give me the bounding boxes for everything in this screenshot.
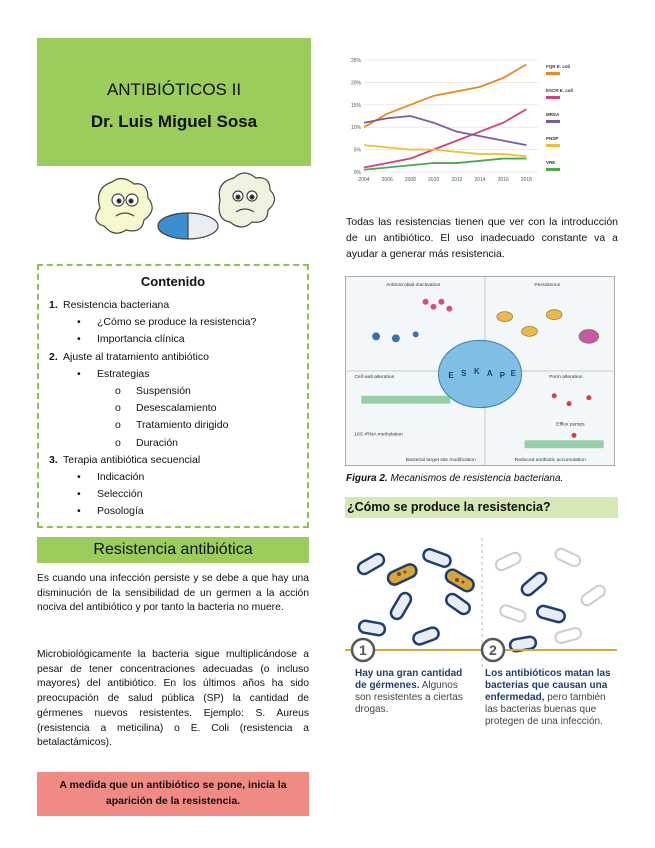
mech-panel-label: Bacterial target site modification: [405, 458, 476, 464]
germs-illustration: [345, 538, 617, 774]
legend-swatch: [546, 168, 560, 171]
contents-item: • Importancia clínica: [77, 333, 185, 346]
contents-item: • Selección: [77, 488, 143, 501]
legend-label: ESCR E. coli: [546, 88, 574, 93]
mech-panel-label: Porin alteration: [549, 374, 583, 380]
eskape-letter: K: [474, 366, 480, 376]
contents-item: o Suspensión: [115, 385, 191, 398]
mech-panel-label: Persistence: [534, 282, 561, 288]
step-1-text: Hay una gran cantidad de gérmenes. Algunos son resistentes a ciertas drogas.: [355, 668, 463, 715]
y-tick-label: 25%: [350, 58, 361, 64]
x-tick-label: 2010: [428, 177, 440, 183]
author-name: Dr. Luis Miguel Sosa: [90, 112, 258, 131]
mech-panel-label: Reduced antibiotic accumulation: [514, 458, 586, 464]
germs-graphic: [345, 538, 617, 774]
resistance-mechanisms-figure: [345, 276, 615, 466]
series-line-4: [364, 159, 526, 170]
antibiotic-introduction-paragraph: Todas las resistencias tienen que ver con la introducción de un antibiótico. El uso inadecuado constante va a ayudar a generar más resistencia.: [346, 216, 618, 260]
eskape-letter: A: [486, 368, 493, 378]
legend-label: VRE: [546, 160, 556, 165]
resistance-alert-box: A medida que un antibiótico se pone, inicia la aparición de la resistencia.: [37, 772, 309, 816]
eskape-letter: P: [499, 370, 506, 380]
legend-swatch: [546, 120, 560, 123]
series-line-2: [364, 116, 526, 145]
title-banner: [37, 38, 311, 166]
contents-list: [47, 297, 299, 521]
x-tick-label: 2004: [358, 177, 370, 183]
series-line-3: [364, 145, 526, 156]
contents-item: o Tratamiento dirigido: [115, 419, 229, 432]
contents-item: o Duración: [115, 436, 179, 449]
mech-panel-label: 16S rRNA methylation: [354, 432, 403, 438]
bacterium-left-icon: [96, 178, 152, 233]
definition-paragraph: Es cuando una infección persiste y se debe a que hay una disminución de la sensibilidad de un germen a la acción nociva del antibiótico y por tanto la bacteria no muere.: [37, 573, 309, 614]
contents-item: • Posología: [77, 505, 144, 518]
eskape-letter: S: [461, 368, 467, 378]
figure-caption-text: Mecanismos de resistencia bacteriana.: [387, 473, 564, 484]
legend-label: FQR E. coli: [546, 64, 571, 69]
legend-swatch: [546, 72, 560, 75]
resistance-trend-chart: [340, 52, 615, 184]
contents-item: • Indicación: [77, 471, 145, 484]
bacterium-right-icon: [219, 173, 274, 227]
germ-cluster-left-icon: [356, 548, 476, 647]
x-tick-label: 2008: [404, 177, 416, 183]
step-2-number: 2: [489, 642, 497, 658]
x-tick-label: 2006: [381, 177, 393, 183]
y-tick-label: 20%: [350, 80, 361, 87]
contents-title: Contenido: [140, 274, 206, 289]
y-tick-label: 15%: [350, 102, 361, 109]
x-tick-label: 2018: [520, 177, 532, 183]
section-heading: Resistencia antibiótica: [37, 537, 309, 563]
contents-item: o Desescalamiento: [115, 402, 217, 415]
legend-swatch: [546, 144, 560, 147]
legend-label: PNSP: [546, 136, 559, 141]
legend-label: MRSA: [546, 112, 560, 117]
capsule-pill-icon: [158, 213, 218, 239]
document-title: ANTIBIÓTICOS II: [106, 80, 242, 99]
microbiology-paragraph: Microbiológicamente la bacteria sigue multiplicándose a pesar de tener concentraciones adecuadas (o incluso mayores) del antibiótico. En los últimos años ha sido preocupación de salud pública (SP) la cantidad de gérmenes nuevos resistentes. Ejemplo: S. Aureus (resistencia a meticilina) o E. Coli (resistencia a betalactámicos).: [37, 649, 309, 749]
y-tick-label: 10%: [350, 125, 361, 132]
contents-item: • Estrategias: [77, 367, 150, 380]
mech-panel-label: Efflux pumps: [556, 422, 585, 428]
contents-item: 2. Ajuste al tratamiento antibiótico: [49, 350, 209, 363]
figure-caption: [346, 473, 618, 484]
x-tick-label: 2012: [451, 177, 463, 183]
bacteria-cartoon-illustration: [80, 170, 280, 248]
step-1-number: 1: [359, 642, 367, 658]
eskape-letter: E: [510, 368, 516, 378]
legend-swatch: [546, 96, 560, 99]
figure-label: Figura 2.: [346, 473, 388, 484]
y-tick-label: 5%: [353, 147, 361, 154]
germ-cluster-right-icon: [494, 547, 607, 652]
contents-item: 3. Terapia antibiótica secuencial: [49, 453, 201, 466]
contents-item: 1. Resistencia bacteriana: [49, 299, 170, 311]
y-tick-label: 0%: [353, 170, 361, 176]
x-tick-label: 2016: [497, 177, 509, 183]
contents-item: • ¿Cómo se produce la resistencia?: [77, 316, 257, 329]
mech-panel-label: Antimicrobial inactivation: [386, 282, 441, 288]
eskape-letter: E: [448, 370, 454, 380]
step-2-text: Los antibióticos matan las bacterias que causan una enfermedad, pero también las bacterias buenas que protegen de una infección.: [485, 668, 611, 727]
contents-box: [37, 264, 309, 528]
question-heading: ¿Cómo se produce la resistencia?: [345, 497, 618, 518]
mech-panel-label: Cell wall alteration: [354, 374, 395, 380]
x-tick-label: 2014: [474, 177, 486, 183]
